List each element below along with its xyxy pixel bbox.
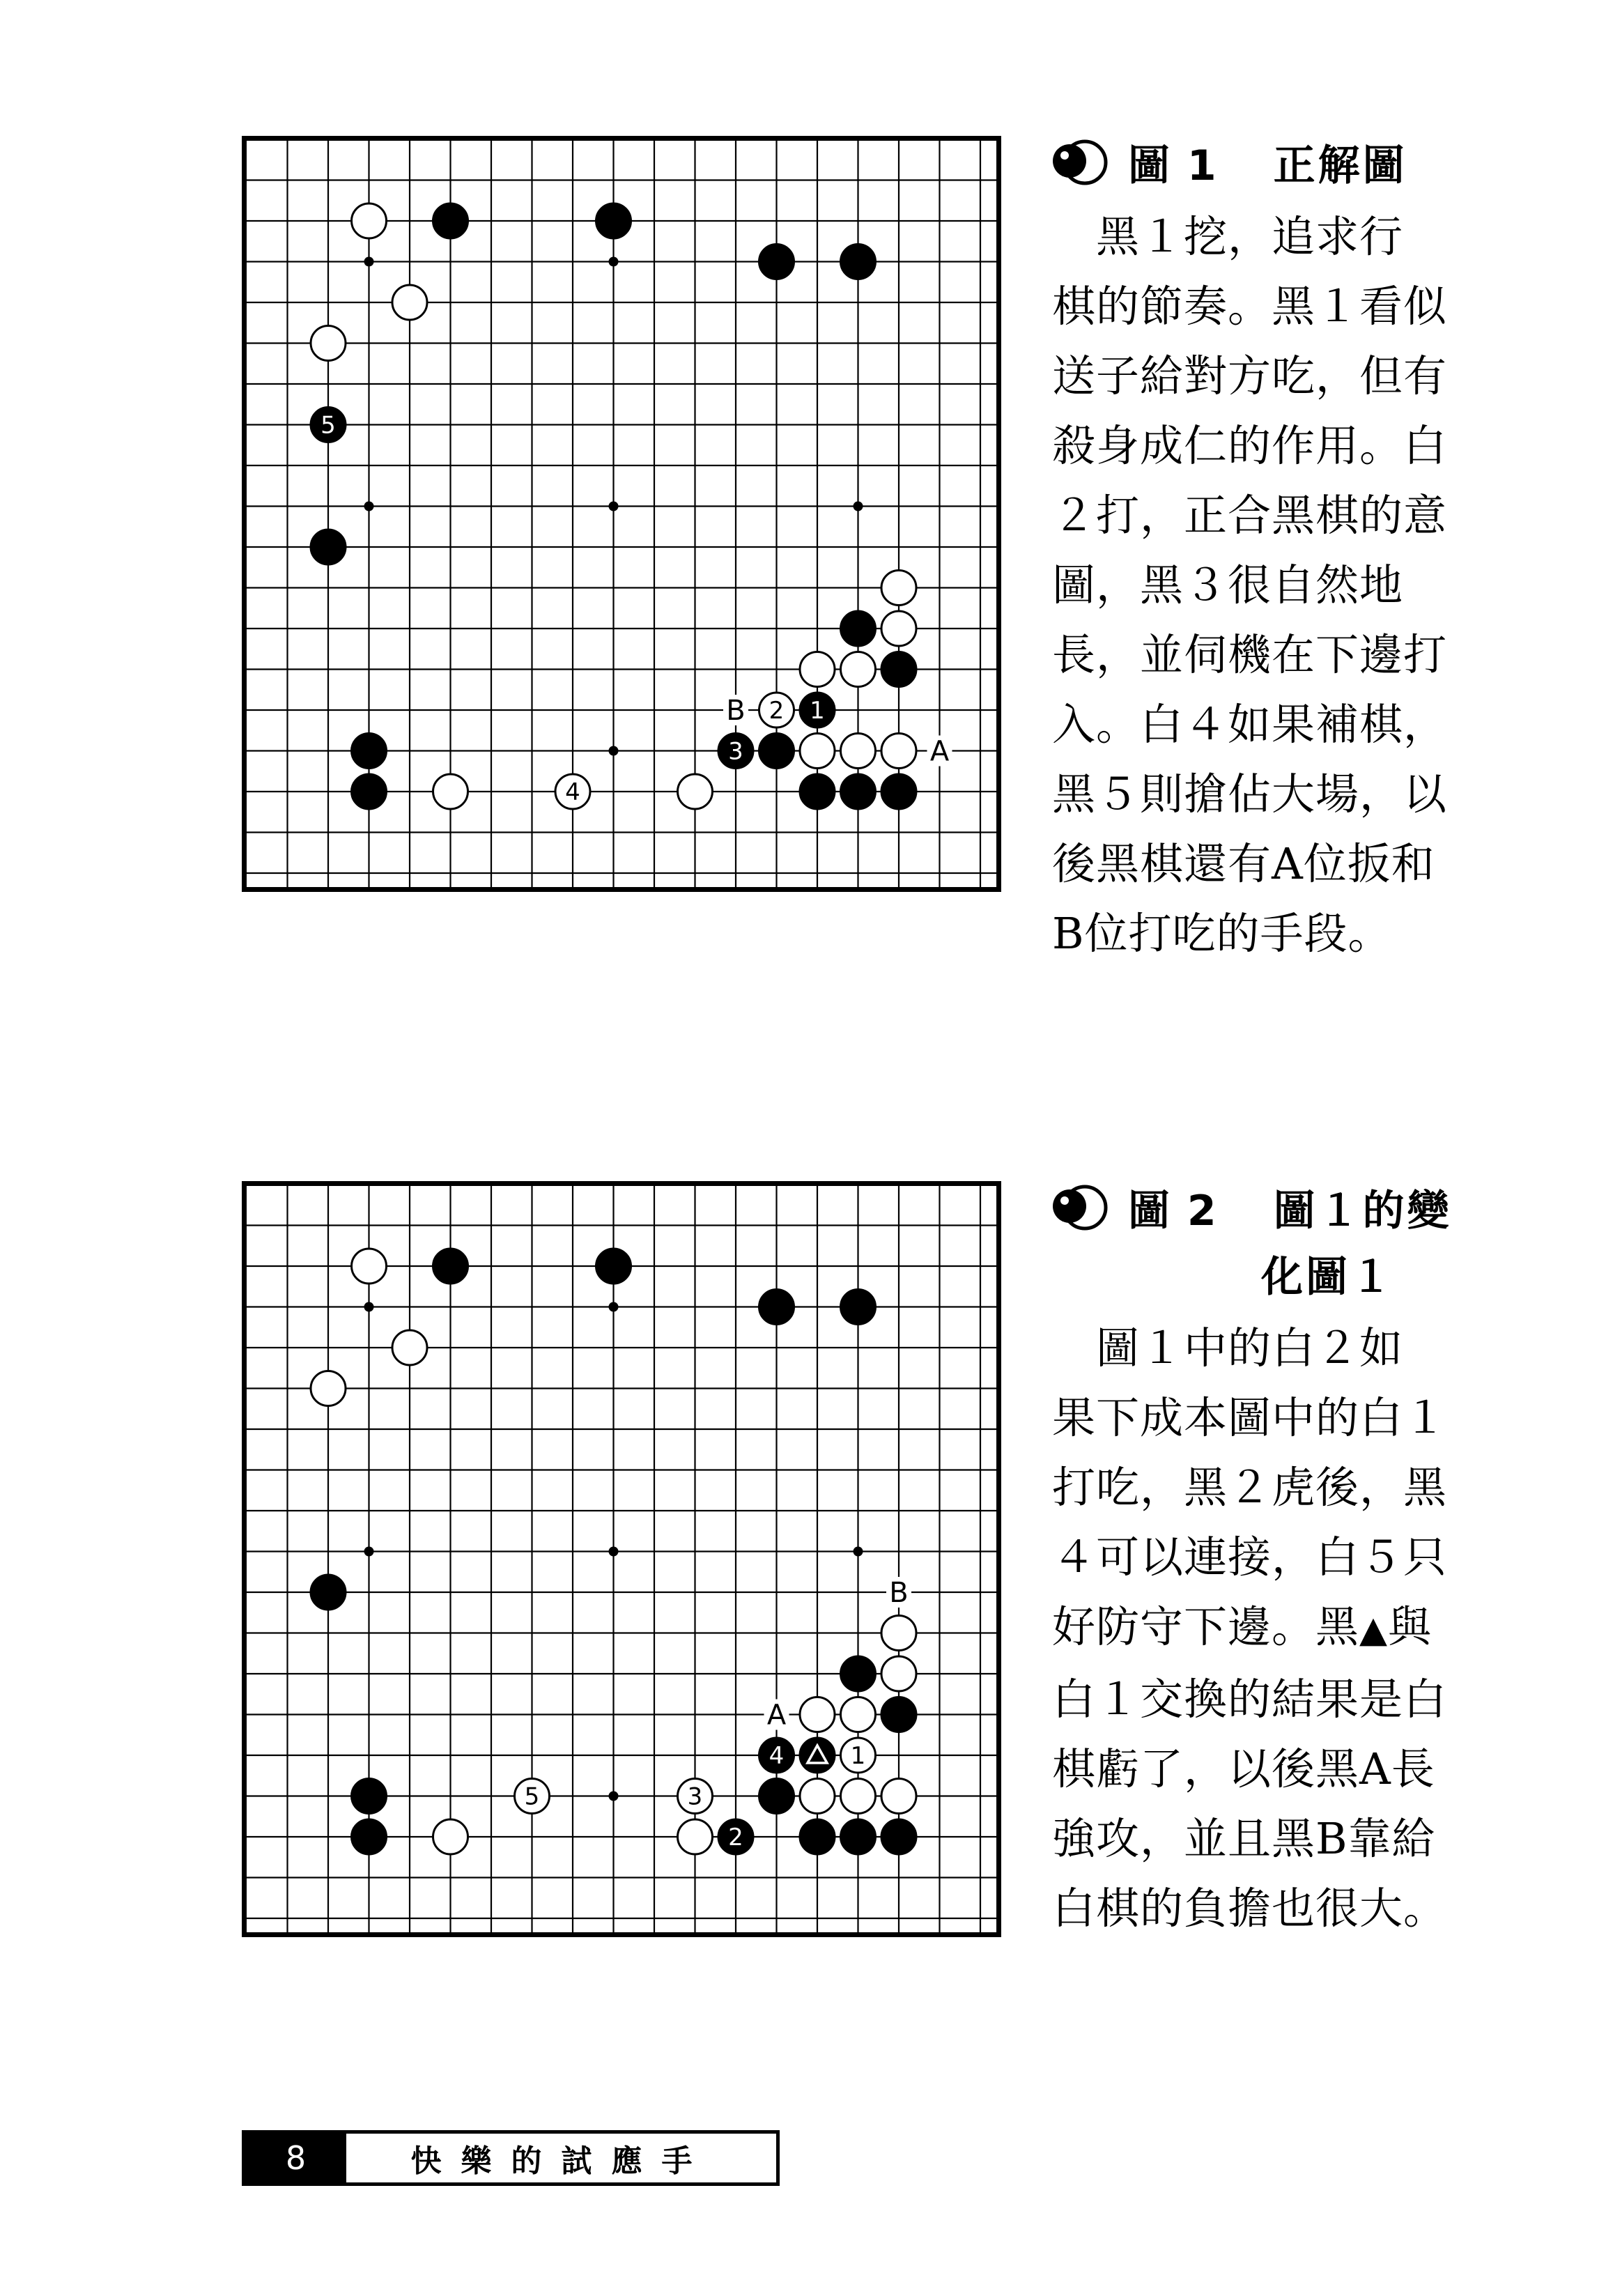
move-number: 2 bbox=[769, 697, 785, 725]
black-stone bbox=[759, 1779, 794, 1814]
star-point bbox=[364, 257, 374, 267]
go-stones-icon bbox=[1049, 1182, 1113, 1233]
figure-1-line: 長，並伺機在下邊打 bbox=[1052, 629, 1448, 680]
white-stone bbox=[841, 1779, 876, 1814]
figure-1-line: 黑１挖，追求行 bbox=[1052, 211, 1404, 262]
triangle-marker-icon: ▲ bbox=[1359, 1609, 1389, 1651]
black-stone bbox=[311, 530, 346, 564]
figure-2-line: 白棋的負擔也很大。 bbox=[1052, 1883, 1448, 1934]
move-number: 3 bbox=[687, 1782, 703, 1811]
star-point bbox=[364, 1302, 374, 1312]
figure-1-line: 入。白４如果補棋， bbox=[1052, 699, 1448, 750]
white-stone bbox=[392, 285, 427, 320]
figure-1-title: 正解圖 bbox=[1273, 141, 1407, 190]
figure-1-heading bbox=[1049, 132, 1407, 192]
figure-1-line: 後黑棋還有A位扳和 bbox=[1052, 838, 1435, 889]
move-number: 1 bbox=[810, 697, 825, 725]
black-stone bbox=[352, 774, 387, 809]
page-number: 8 bbox=[245, 2134, 346, 2182]
position-letter: B bbox=[726, 695, 746, 727]
white-stone bbox=[800, 734, 835, 769]
black-stone bbox=[759, 1290, 794, 1325]
white-stone bbox=[800, 1779, 835, 1814]
white-stone bbox=[800, 1697, 835, 1732]
position-letter: A bbox=[929, 735, 950, 768]
white-stone bbox=[881, 1779, 916, 1814]
figure-1-line: 棋的節奏。黑１看似 bbox=[1052, 281, 1448, 332]
figure-2-line: ４可以連接，白５只 bbox=[1052, 1532, 1448, 1582]
black-stone bbox=[881, 1819, 916, 1854]
star-point bbox=[854, 502, 863, 511]
figure-2-line: 打吃，黑２虎後，黑 bbox=[1052, 1462, 1448, 1513]
black-stone bbox=[841, 611, 876, 646]
star-point bbox=[609, 1792, 619, 1801]
figure-2-line: 圖１中的白２如 bbox=[1052, 1323, 1404, 1373]
figure-1-line: ２打，正合黑棋的意 bbox=[1052, 490, 1448, 541]
figure-2-title: 圖１的變 bbox=[1273, 1187, 1452, 1235]
black-stone bbox=[759, 245, 794, 279]
black-stone bbox=[841, 1819, 876, 1854]
figure-2-line: 強攻，並且黑B靠給 bbox=[1052, 1813, 1436, 1864]
black-stone bbox=[311, 408, 346, 442]
black-stone bbox=[596, 203, 631, 238]
black-stone bbox=[352, 1819, 387, 1854]
black-stone bbox=[841, 245, 876, 279]
white-stone bbox=[433, 1819, 468, 1854]
white-stone bbox=[841, 652, 876, 687]
white-stone bbox=[678, 1779, 713, 1814]
figure-2-commentary bbox=[1052, 1313, 1447, 1943]
grid-lines bbox=[247, 1186, 996, 1932]
figure-2-line: 白１交換的結果是白 bbox=[1052, 1674, 1448, 1725]
figure-1-line: 送子給對方吃，但有 bbox=[1052, 350, 1448, 401]
move-number: 5 bbox=[321, 411, 336, 440]
star-point bbox=[609, 746, 619, 756]
white-stone bbox=[352, 203, 387, 238]
position-letter: B bbox=[889, 1577, 909, 1609]
white-stone bbox=[881, 734, 916, 769]
go-board-figure-2 bbox=[242, 1181, 1001, 1937]
black-stone bbox=[718, 734, 753, 769]
position-letter: A bbox=[766, 1699, 787, 1732]
white-stone bbox=[515, 1779, 550, 1814]
grid-lines bbox=[247, 141, 996, 887]
black-stone bbox=[841, 1290, 876, 1325]
figure-1-label: 圖 1 bbox=[1128, 141, 1218, 190]
black-stone bbox=[433, 203, 468, 238]
white-stone bbox=[759, 693, 794, 727]
white-stone bbox=[678, 774, 713, 809]
board-1-diagram bbox=[247, 141, 996, 887]
figure-1-commentary bbox=[1052, 202, 1447, 969]
white-stone bbox=[352, 1249, 387, 1284]
white-stone bbox=[678, 1819, 713, 1854]
move-number: 3 bbox=[728, 737, 743, 766]
figure-2-line-text: 與 bbox=[1388, 1601, 1433, 1652]
black-stone bbox=[800, 774, 835, 809]
white-stone bbox=[433, 774, 468, 809]
white-stone bbox=[881, 1616, 916, 1651]
white-stone bbox=[311, 326, 346, 361]
move-number: 1 bbox=[850, 1742, 866, 1770]
black-stone bbox=[881, 652, 916, 687]
black-stone bbox=[352, 734, 387, 769]
move-number: 4 bbox=[769, 1742, 785, 1770]
black-stone bbox=[759, 734, 794, 769]
white-stone bbox=[800, 652, 835, 687]
figure-2-line bbox=[1052, 1592, 1447, 1665]
page-footer bbox=[242, 2130, 780, 2186]
figure-2-title-continued: 化圖１ bbox=[1261, 1253, 1395, 1302]
black-stone bbox=[800, 1819, 835, 1854]
star-point bbox=[609, 257, 619, 267]
star-point bbox=[609, 1302, 619, 1312]
figure-1-line: 黑５則搶佔大場，以 bbox=[1052, 769, 1448, 819]
star-point bbox=[364, 1547, 374, 1557]
black-stone bbox=[718, 1819, 753, 1854]
figure-2-line-text: 好防守下邊。黑 bbox=[1052, 1601, 1360, 1652]
black-stone bbox=[800, 1738, 835, 1773]
white-stone bbox=[841, 1697, 876, 1732]
black-stone bbox=[311, 1575, 346, 1610]
figure-2-line: 果下成本圖中的白１ bbox=[1052, 1392, 1448, 1443]
figure-2-label: 圖 2 bbox=[1128, 1187, 1218, 1235]
move-number: 2 bbox=[728, 1824, 743, 1851]
black-stone bbox=[881, 774, 916, 809]
black-stone bbox=[759, 1738, 794, 1773]
star-point bbox=[609, 1547, 619, 1557]
white-stone bbox=[392, 1330, 427, 1365]
figure-1-line: 殺身成仁的作用。白 bbox=[1052, 420, 1448, 471]
star-point bbox=[854, 1547, 863, 1557]
star-point bbox=[364, 502, 374, 511]
move-number: 4 bbox=[565, 778, 580, 806]
figure-1-line: B位打吃的手段。 bbox=[1052, 908, 1392, 959]
white-stone bbox=[881, 1656, 916, 1691]
black-stone bbox=[800, 693, 835, 727]
black-stone bbox=[596, 1249, 631, 1284]
figure-1-line: 圖，黑３很自然地 bbox=[1052, 560, 1404, 610]
black-stone bbox=[433, 1249, 468, 1284]
white-stone bbox=[881, 571, 916, 606]
white-stone bbox=[311, 1371, 346, 1406]
black-stone bbox=[352, 1779, 387, 1814]
figure-2-heading bbox=[1049, 1178, 1452, 1238]
board-2-diagram bbox=[247, 1186, 996, 1932]
white-stone bbox=[881, 611, 916, 646]
figure-2-line: 棋虧了，以後黑A長 bbox=[1052, 1743, 1435, 1794]
move-number: 5 bbox=[524, 1782, 540, 1811]
book-title: 快樂的試應手 bbox=[410, 2143, 712, 2179]
go-board-figure-1 bbox=[242, 136, 1001, 892]
black-stone bbox=[881, 1697, 916, 1732]
white-stone bbox=[555, 774, 590, 809]
white-stone bbox=[841, 1738, 876, 1773]
star-point bbox=[609, 502, 619, 511]
black-stone bbox=[841, 1656, 876, 1691]
black-stone bbox=[841, 774, 876, 809]
go-stones-icon bbox=[1049, 137, 1113, 187]
white-stone bbox=[841, 734, 876, 769]
